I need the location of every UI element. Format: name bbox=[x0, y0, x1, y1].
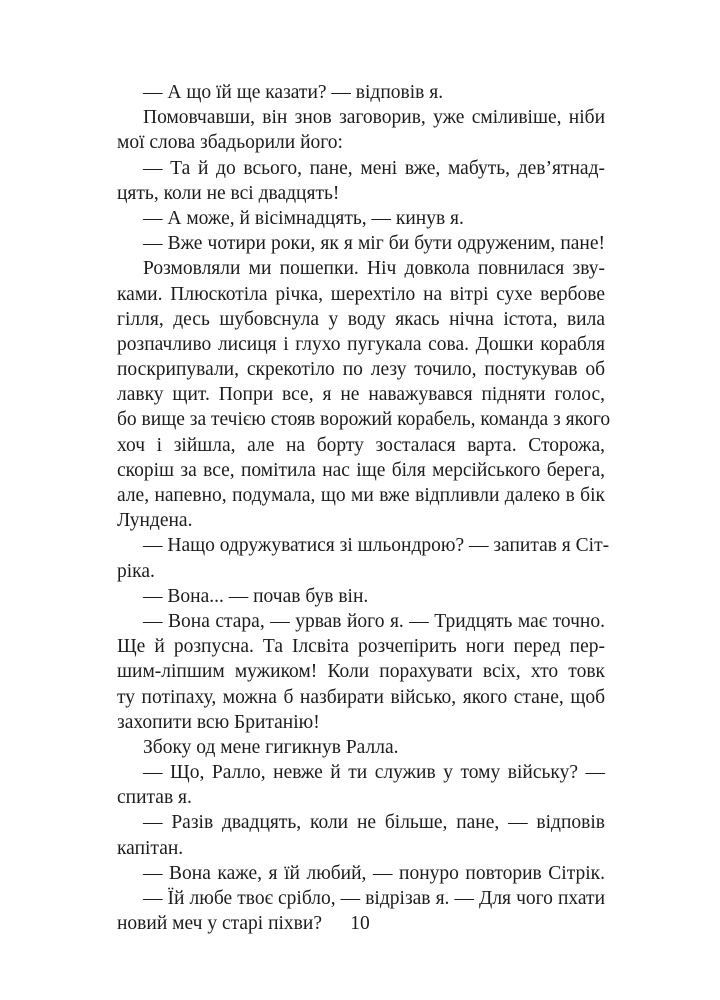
text-line: — Що, Ралло, невже й ти служив у тому війську? — bbox=[143, 762, 605, 784]
text-line: — Та й до всього, пане, мені вже, мабуть, дев’ятнад- bbox=[143, 157, 605, 179]
text-line: бо вище за течією стояв ворожий корабель, команда з якого bbox=[117, 409, 611, 431]
text-line: але, напевно, подумала, що ми вже відпливли далеко в бік bbox=[117, 485, 605, 506]
text-line: ками. Плюскотіла річка, шерехтіло на вітрі сухе вербове bbox=[117, 283, 605, 305]
text-line: — Нащо одружуватися зі шльондрою? — запитав я Сіт- bbox=[143, 535, 610, 557]
text-line: Розмовляли ми пошепки. Ніч довкола повнилася зву- bbox=[143, 258, 605, 280]
text-line: поскрипували, скрекотіло по лезу точило, постукував об bbox=[117, 359, 605, 381]
text-line: — Вона... — почав був він. bbox=[143, 585, 369, 607]
text-line: Збоку од мене гигикнув Ралла. bbox=[143, 736, 399, 758]
text-line: — Вже чотири роки, як я міг би бути одруженим, пане! bbox=[143, 233, 605, 255]
text-line: мої слова збадьорили його: bbox=[117, 132, 343, 154]
text-line: шим-ліпшим мужиком! Коли порахувати всіх, хто товк bbox=[117, 661, 605, 683]
text-line: ріка. bbox=[117, 560, 155, 582]
text-line: — Вона стара, — урвав його я. — Тридцять має точно. bbox=[143, 610, 605, 632]
text-line: цять, коли не всі двадцять! bbox=[117, 182, 340, 204]
text-line: — А що їй ще казати? — відповів я. bbox=[143, 82, 444, 103]
text-line: Лундена. bbox=[117, 510, 193, 532]
text-line: капітан. bbox=[117, 837, 184, 859]
text-block bbox=[117, 80, 611, 936]
text-line: — А може, й вісімнадцять, — кинув я. bbox=[143, 207, 464, 229]
text-line: спитав я. bbox=[117, 787, 192, 809]
text-line: новий меч у старі піхви? bbox=[117, 913, 322, 935]
text-line: гілля, десь шубовснула у воду якась нічна істота, вила bbox=[117, 308, 605, 330]
text-line: — Разів двадцять, коли не більше, пане, — відповів bbox=[143, 812, 605, 834]
text-line: — Вона каже, я їй любий, — понуро повторив Сітрік. bbox=[143, 862, 605, 884]
text-line: розпачливо лисиця і глухо пугукала сова. Дошки корабля bbox=[117, 333, 605, 355]
text-line: лавку щит. Попри все, я не наважувався підняти голос, bbox=[117, 384, 605, 406]
text-line: ту потіпаху, можна б назбирати військо, якого стане, щоб bbox=[117, 686, 605, 708]
page-number: 10 bbox=[350, 913, 370, 934]
text-line: Помовчавши, він знов заговорив, уже сміливіше, ніби bbox=[143, 107, 605, 129]
text-line: скоріш за все, помітила нас іще біля мерсійського берега, bbox=[117, 459, 605, 481]
text-line: — Їй любе твоє срібло, — відрізав я. — Для чого пхати bbox=[143, 888, 605, 909]
text-line: захопити всю Британію! bbox=[117, 711, 320, 733]
text-line: Ще й розпусна. Та Ілсвіта розчепірить ноги перед пер- bbox=[117, 636, 605, 658]
text-line: хоч і зійшла, але на борту зосталася варта. Сторожа, bbox=[117, 434, 605, 456]
